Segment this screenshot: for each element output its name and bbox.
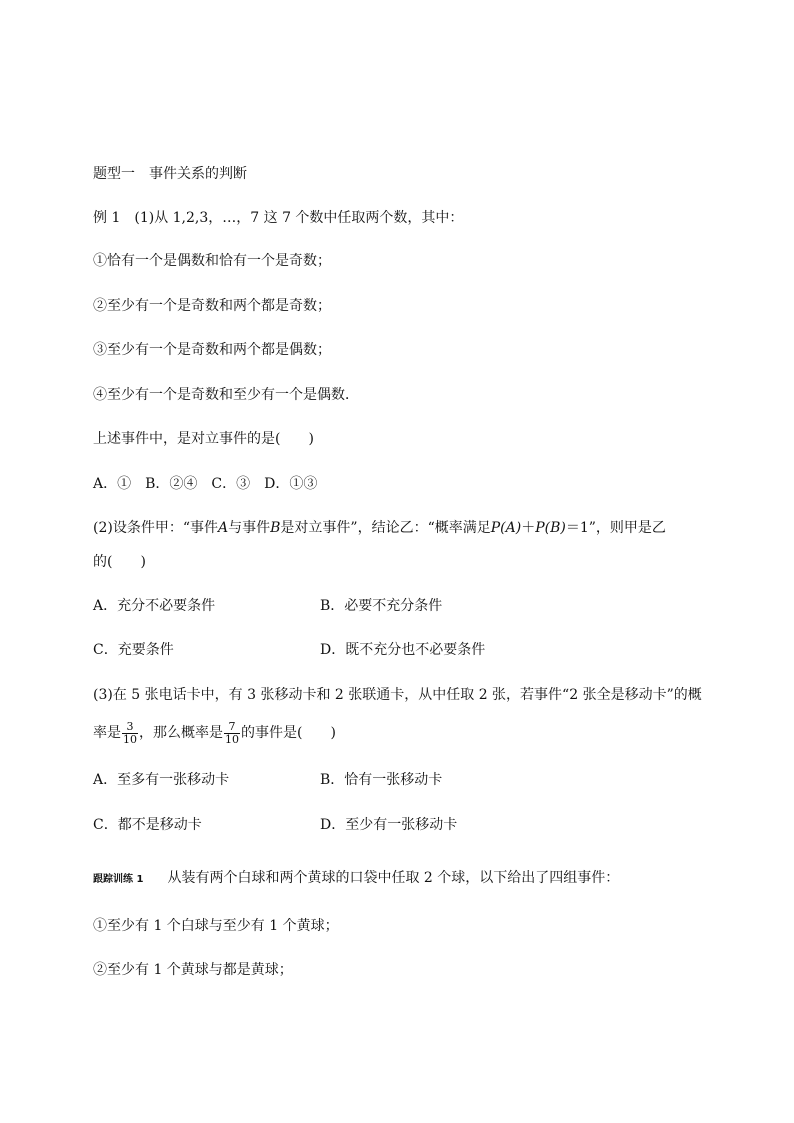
part2-option-a: A．充分不必要条件 [93,598,216,614]
part3-option-a: A．至多有一张移动卡 [93,772,230,788]
part2-line2: 的( ) [93,554,146,570]
training-label: 跟踪训练 1 [93,874,144,885]
part3-option-d: D．至少有一张移动卡 [320,817,458,833]
section-title: 题型一 事件关系的判断 [93,166,247,182]
event-3: ③至少有一个是奇数和两个都是偶数； [93,342,331,358]
training-item-2: ②至少有 1 个黄球与都是黄球； [93,962,293,978]
example1-intro: (1)从 1,2,3，…，7 这 7 个数中任取两个数，其中： [134,210,464,226]
training-text: 从装有两个白球和两个黄球的口袋中任取 2 个球，以下给出了四组事件： [167,870,620,886]
fraction-numerator: 7 [224,721,240,734]
var-b: B [270,520,281,536]
part3-text-b: ，那么概率是 [139,725,223,741]
formula-eq: ＝1”，则甲是乙 [565,520,666,536]
part2-text-a: (2)设条件甲：“事件 [93,520,218,536]
event-2: ②至少有一个是奇数和两个都是奇数； [93,298,331,314]
training-item-1: ①至少有 1 个白球与至少有 1 个黄球； [93,918,339,934]
example1-options: A．① B．②④ C．③ D．①③ [93,476,318,492]
part3-text-a: 率是 [93,725,121,741]
fraction-denominator: 10 [225,732,239,746]
fraction-denominator: 10 [123,732,137,746]
part2-option-d: D．既不充分也不必要条件 [320,642,486,658]
training-line [93,868,619,890]
example1-question: 上述事件中，是对立事件的是( ) [93,431,314,447]
event-1: ①恰有一个是偶数和恰有一个是奇数； [93,253,331,269]
formula-pa: P(A) [490,520,522,536]
part3-line2 [93,718,336,748]
part3-option-b: B．恰有一张移动卡 [320,772,443,788]
example-label: 例 1 [93,210,121,226]
part2-text-c: 是对立事件”，结论乙：“概率满足 [280,520,491,536]
part2-options-row2 [93,640,486,660]
part3-text-c: 的事件是( ) [241,725,336,741]
part3-line1: (3)在 5 张电话卡中，有 3 张移动卡和 2 张联通卡，从中任取 2 张，若事件“2 张全是移动卡”的概 [93,687,702,703]
part3-options-row2 [93,815,458,835]
part2-line1 [93,518,666,538]
part2-options-row1 [93,596,443,616]
fraction-7-10 [224,721,240,746]
part2-text-b: 与事件 [228,520,271,536]
fraction-3-10 [122,721,138,746]
part3-options-row1 [93,770,443,790]
formula-plus: ＋ [521,520,536,536]
part2-option-c: C．充要条件 [93,642,174,658]
fraction-numerator: 3 [122,721,138,734]
part2-option-b: B．必要不充分条件 [320,598,443,614]
example1-intro-line [93,208,463,228]
formula-pb: P(B) [535,520,566,536]
event-4: ④至少有一个是奇数和至少有一个是偶数． [93,387,359,403]
var-a: A [218,520,229,536]
part3-option-c: C．都不是移动卡 [93,817,202,833]
